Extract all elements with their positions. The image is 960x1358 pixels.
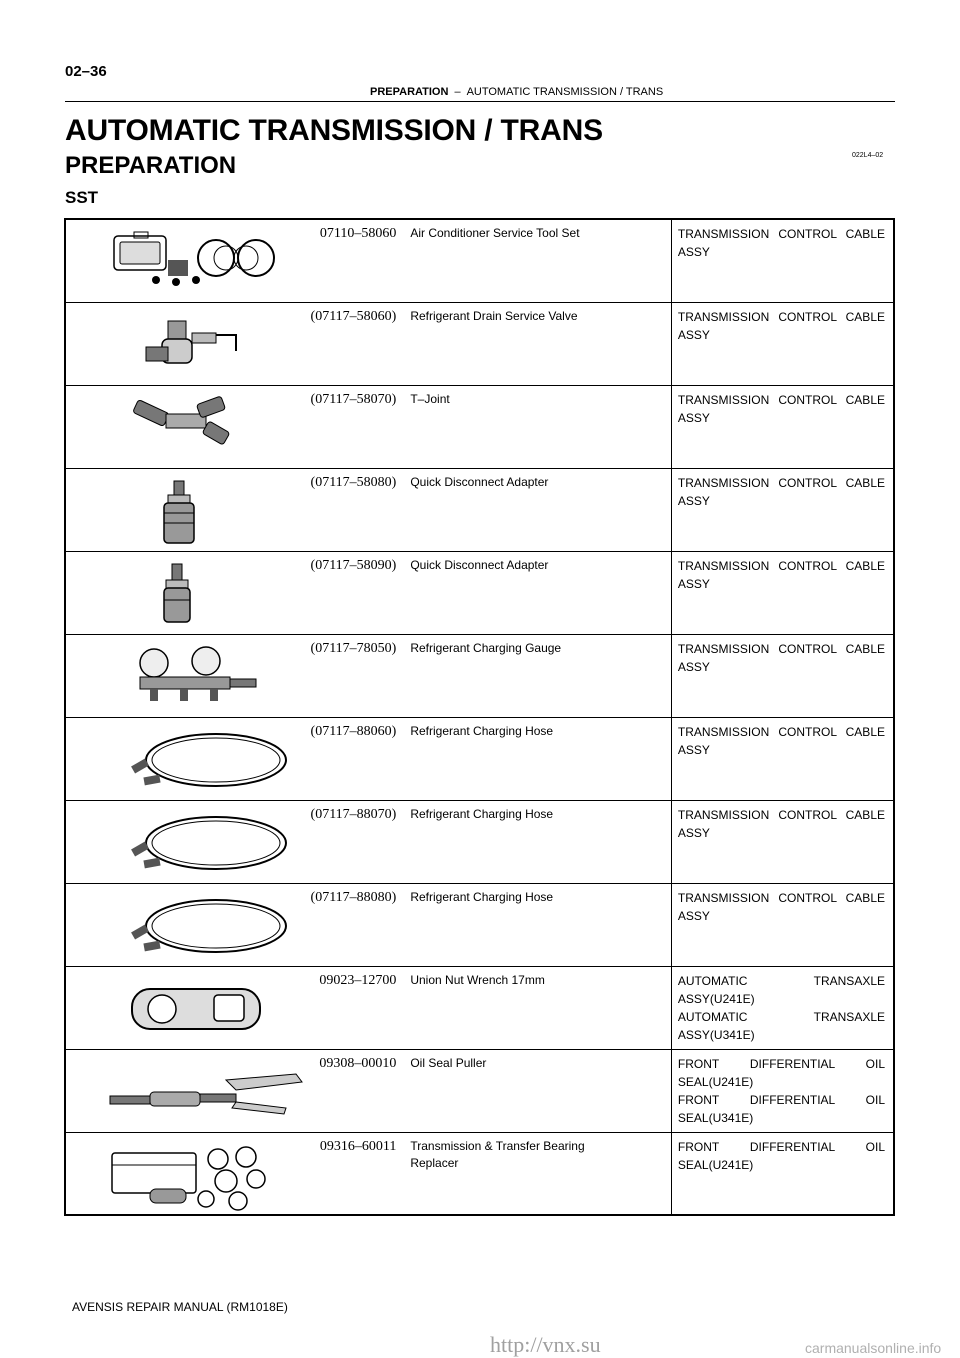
tool-name: Refrigerant Drain Service Valve (410, 308, 578, 323)
tool-name-cell (404, 966, 671, 1049)
sst-row (65, 883, 894, 966)
drain-valve-icon (106, 313, 306, 376)
usage-text: TRANSMISSION CONTROL CABLE (677, 807, 885, 822)
tool-name-cell (404, 468, 671, 551)
usage-cell (671, 302, 894, 385)
tool-name: Quick Disconnect Adapter (410, 474, 549, 489)
usage-text: ASSY (677, 659, 710, 674)
tool-cell (65, 717, 404, 800)
tool-cell (65, 219, 404, 302)
usage-text: ASSY(U341E) (677, 1027, 755, 1042)
usage-cell (671, 966, 894, 1049)
usage-text: TRANSMISSION CONTROL CABLE (677, 309, 885, 324)
tool-cell (65, 385, 404, 468)
sst-row (65, 219, 894, 302)
tool-name: Quick Disconnect Adapter (410, 557, 549, 572)
tool-cell (65, 634, 404, 717)
tool-name-cell (404, 800, 671, 883)
footer-manual-title: AVENSIS REPAIR MANUAL (RM1018E) (72, 1300, 288, 1314)
usage-cell (671, 717, 894, 800)
header-rule (65, 101, 895, 102)
usage-text: TRANSMISSION CONTROL CABLE (677, 890, 885, 905)
usage-cell (671, 468, 894, 551)
section-title: PREPARATION (65, 152, 237, 179)
tool-cell (65, 1132, 404, 1215)
quick-adapter-icon (106, 479, 306, 552)
sst-heading: SST (65, 188, 99, 207)
charging-hose-icon (106, 894, 306, 967)
running-header-subsection: AUTOMATIC TRANSMISSION / TRANS (466, 86, 664, 98)
tool-name-cell (404, 551, 671, 634)
part-number: 07110–58060 (319, 226, 397, 241)
tool-name: Union Nut Wrench 17mm (410, 972, 545, 987)
sst-row (65, 302, 894, 385)
page-title: AUTOMATIC TRANSMISSION / TRANS (65, 114, 603, 147)
running-header-section: PREPARATION (370, 86, 449, 98)
tool-cell (65, 302, 404, 385)
watermark-link[interactable]: http://vnx.su (490, 1332, 601, 1357)
union-nut-wrench-icon (106, 977, 306, 1050)
usage-text: TRANSMISSION CONTROL CABLE (677, 558, 885, 573)
watermark-site: carmanualsonline.info (805, 1340, 942, 1356)
usage-cell (671, 883, 894, 966)
usage-cell (671, 1049, 894, 1132)
usage-text: FRONT DIFFERENTIAL OIL (677, 1092, 885, 1107)
usage-text: SEAL(U241E) (677, 1157, 754, 1172)
usage-text: AUTOMATIC TRANSAXLE (677, 973, 885, 988)
tool-cell (65, 800, 404, 883)
part-number: (07117–88080) (310, 889, 397, 905)
tool-cell (65, 966, 404, 1049)
tool-name-cell (404, 219, 671, 302)
usage-text: ASSY (677, 908, 710, 923)
sst-row (65, 1049, 894, 1132)
running-header (370, 86, 663, 98)
usage-text: ASSY(U241E) (677, 991, 755, 1006)
usage-text: TRANSMISSION CONTROL CABLE (677, 475, 885, 490)
usage-text: ASSY (677, 410, 710, 425)
usage-text: SEAL(U241E) (677, 1074, 754, 1089)
usage-text: TRANSMISSION CONTROL CABLE (677, 641, 885, 656)
tool-cell (65, 1049, 404, 1132)
tool-name: Refrigerant Charging Gauge (410, 640, 562, 655)
charging-gauge-icon (106, 645, 306, 718)
page-number: 02–36 (65, 63, 107, 80)
usage-text: ASSY (677, 742, 710, 757)
usage-text: TRANSMISSION CONTROL CABLE (677, 724, 885, 739)
sst-row (65, 800, 894, 883)
tool-name: Refrigerant Charging Hose (410, 723, 554, 738)
tool-name-cell (404, 1049, 671, 1132)
sst-row (65, 551, 894, 634)
usage-cell (671, 800, 894, 883)
tool-name: Oil Seal Puller (410, 1055, 487, 1070)
usage-text: AUTOMATIC TRANSAXLE (677, 1009, 885, 1024)
usage-cell (671, 634, 894, 717)
sst-row (65, 717, 894, 800)
tool-name: Air Conditioner Service Tool Set (410, 226, 580, 240)
running-header-separator: – (454, 86, 461, 98)
part-number: (07117–78050) (310, 640, 397, 656)
usage-cell (671, 385, 894, 468)
figure-code: 022L4–02 (852, 152, 884, 159)
bearing-replacer-icon (106, 1143, 326, 1216)
tool-name: Replacer (410, 1155, 459, 1170)
sst-row (65, 1132, 894, 1215)
usage-text: TRANSMISSION CONTROL CABLE (677, 392, 885, 407)
usage-text: FRONT DIFFERENTIAL OIL (677, 1056, 885, 1071)
sst-row (65, 634, 894, 717)
usage-text: SEAL(U341E) (677, 1110, 754, 1125)
tool-name-cell (404, 634, 671, 717)
usage-text: FRONT DIFFERENTIAL OIL (677, 1139, 885, 1154)
tool-name-cell (404, 1132, 671, 1215)
usage-text: ASSY (677, 576, 710, 591)
usage-text: ASSY (677, 825, 710, 840)
part-number: (07117–58080) (310, 474, 397, 490)
sst-row (65, 385, 894, 468)
part-number: 09023–12700 (319, 972, 397, 988)
oil-seal-puller-icon (106, 1060, 326, 1123)
part-number: (07117–58060) (310, 308, 397, 324)
usage-text: ASSY (677, 493, 710, 508)
part-number: (07117–88070) (310, 806, 397, 822)
t-joint-icon (106, 396, 306, 459)
tool-name-cell (404, 385, 671, 468)
tool-name: Transmission & Transfer Bearing (410, 1138, 585, 1153)
tool-cell (65, 551, 404, 634)
usage-text: ASSY (677, 327, 710, 342)
part-number: 09316–60011 (319, 1138, 397, 1154)
usage-cell (671, 1132, 894, 1215)
tool-name-cell (404, 302, 671, 385)
sst-row (65, 966, 894, 1049)
tool-name: Refrigerant Charging Hose (410, 889, 554, 904)
tool-name-cell (404, 717, 671, 800)
charging-hose-icon (106, 728, 306, 801)
sst-table (64, 218, 895, 1216)
charging-hose-icon (106, 811, 306, 884)
part-number: 09308–00010 (319, 1055, 397, 1071)
usage-text: ASSY (677, 245, 710, 259)
sst-row (65, 468, 894, 551)
usage-text: TRANSMISSION CONTROL CABLE (677, 227, 885, 241)
part-number: (07117–58070) (310, 391, 397, 407)
part-number: (07117–58090) (310, 557, 397, 573)
tool-name: Refrigerant Charging Hose (410, 806, 554, 821)
tool-cell (65, 883, 404, 966)
quick-adapter-small-icon (106, 562, 306, 635)
tool-name: T–Joint (410, 391, 450, 406)
service-tool-set-icon (106, 230, 306, 293)
part-number: (07117–88060) (310, 723, 397, 739)
tool-name-cell (404, 883, 671, 966)
usage-cell (671, 219, 894, 302)
usage-cell (671, 551, 894, 634)
tool-cell (65, 468, 404, 551)
